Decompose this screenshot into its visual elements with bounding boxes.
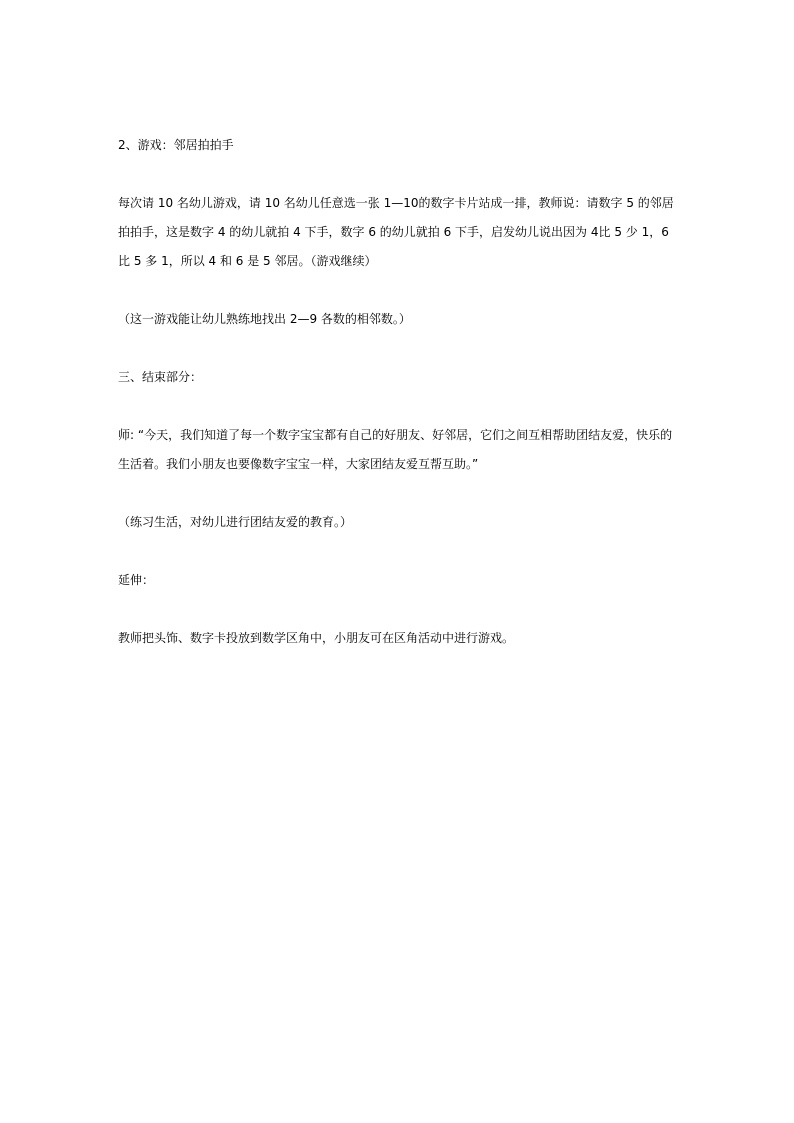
- practice-note: （练习生活，对幼儿进行团结友爱的教育。）: [118, 515, 353, 529]
- teacher-speech-line-1: 师: “今天，我们知道了每一个数字宝宝都有自己的好朋友、好邻居，它们之间互相帮助团结友爱，快乐的: [118, 428, 673, 442]
- paragraph-spacer: [118, 537, 684, 566]
- extension-text: 教师把头饰、数字卡投放到数学区角中，小朋友可在区角活动中进行游戏。: [118, 631, 515, 645]
- paragraph-spacer: [118, 595, 684, 624]
- paragraph-spacer: [118, 479, 684, 508]
- game-description-line-1: 每次请 10 名幼儿游戏，请 10 名幼儿任意选一张 1—10的数字卡片站成一排，教师说：请数字 5 的邻居: [118, 196, 674, 210]
- game-description-line-3: 比 5 多 1，所以 4 和 6 是 5 邻居。（游戏继续）: [118, 254, 377, 268]
- paragraph-spacer: [118, 334, 684, 363]
- game-note: （这一游戏能让幼儿熟练地找出 2—9 各数的相邻数。）: [118, 312, 411, 326]
- ending-section-heading: 三、结束部分：: [118, 370, 203, 384]
- paragraph-spacer: [118, 160, 684, 189]
- document-content: [118, 131, 684, 653]
- paragraph-spacer: [118, 392, 684, 421]
- game-description-line-2: 拍拍手，这是数字 4 的幼儿就拍 4 下手，数字 6 的幼儿就拍 6 下手，启发幼儿说出因为 4比 5 少 1，6: [118, 225, 669, 239]
- game-heading: 2、游戏：邻居拍拍手: [118, 138, 234, 152]
- paragraph-spacer: [118, 276, 684, 305]
- extension-heading: 延伸：: [118, 573, 155, 587]
- teacher-speech-line-2: 生活着。我们小朋友也要像数字宝宝一样，大家团结友爱互帮互助。”: [118, 457, 479, 471]
